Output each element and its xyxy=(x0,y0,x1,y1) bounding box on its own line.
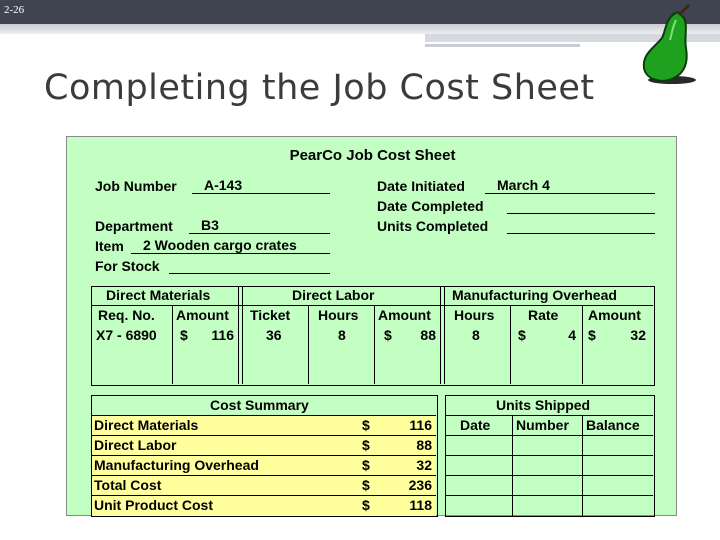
summary-row-rule xyxy=(92,475,436,476)
summary-currency: $ xyxy=(362,497,370,513)
column-divider xyxy=(374,305,375,384)
shipped-row-rule xyxy=(446,435,653,436)
for-stock-label: For Stock xyxy=(95,258,160,274)
date-completed-label: Date Completed xyxy=(377,198,484,214)
summary-currency: $ xyxy=(362,457,370,473)
col-shipped-date: Date xyxy=(460,417,491,433)
summary-value-unit-cost: 118 xyxy=(409,497,432,513)
date-initiated-field: March 4 xyxy=(485,178,655,194)
summary-label-direct-materials: Direct Materials xyxy=(94,417,199,433)
slide-title: Completing the Job Cost Sheet xyxy=(44,68,595,108)
overhead-header: Manufacturing Overhead xyxy=(452,287,617,303)
column-divider xyxy=(582,305,583,384)
dl-amount: 88 xyxy=(420,327,436,343)
col-shipped-balance: Balance xyxy=(586,417,640,433)
shipped-row-rule xyxy=(446,475,653,476)
col-dl-hours: Hours xyxy=(318,307,359,323)
section-divider xyxy=(440,287,441,384)
oh-hours: 8 xyxy=(472,327,480,343)
oh-amount: 32 xyxy=(630,327,646,343)
summary-value-total-cost: 236 xyxy=(408,477,432,493)
header-stripe xyxy=(0,24,720,34)
column-divider xyxy=(510,305,511,384)
col-shipped-number: Number xyxy=(516,417,569,433)
summary-label-overhead: Manufacturing Overhead xyxy=(94,457,259,473)
sheet-title: PearCo Job Cost Sheet xyxy=(289,147,456,164)
for-stock-field xyxy=(169,258,330,274)
oh-rate: 4 xyxy=(568,327,576,343)
top-bar xyxy=(0,0,720,24)
summary-label-total-cost: Total Cost xyxy=(94,477,162,493)
col-dl-amount: Amount xyxy=(378,307,431,323)
item-field: 2 Wooden cargo crates xyxy=(131,238,330,254)
job-number-label: Job Number xyxy=(95,178,177,194)
section-divider xyxy=(444,287,445,384)
cost-summary-table xyxy=(91,395,438,517)
summary-label-unit-cost: Unit Product Cost xyxy=(94,497,213,513)
section-divider xyxy=(242,287,243,384)
cost-summary-header: Cost Summary xyxy=(210,397,309,413)
slide-number: 2-26 xyxy=(4,4,25,16)
dl-currency: $ xyxy=(384,327,392,343)
units-completed-label: Units Completed xyxy=(377,218,489,234)
dl-hours: 8 xyxy=(338,327,346,343)
job-cost-sheet xyxy=(66,136,677,516)
item-label: Item xyxy=(95,238,124,254)
summary-row-rule xyxy=(92,435,436,436)
summary-row-rule xyxy=(92,455,436,456)
summary-value-overhead: 32 xyxy=(416,457,432,473)
col-oh-hours: Hours xyxy=(454,307,495,323)
date-completed-field xyxy=(507,198,655,214)
job-number-field: A-143 xyxy=(192,178,330,194)
dm-currency: $ xyxy=(180,327,188,343)
column-divider xyxy=(172,305,173,384)
col-ticket: Ticket xyxy=(250,307,291,323)
summary-value-direct-labor: 88 xyxy=(416,437,432,453)
shipped-row-rule xyxy=(446,455,653,456)
summary-currency: $ xyxy=(362,417,370,433)
col-dm-amount: Amount xyxy=(176,307,229,323)
cost-table xyxy=(91,286,655,386)
shipped-header-rule xyxy=(446,415,653,416)
oh-currency: $ xyxy=(588,327,596,343)
pear-logo-icon xyxy=(636,4,700,86)
shipped-column-divider xyxy=(582,415,583,516)
department-field: B3 xyxy=(189,218,330,234)
shipped-column-divider xyxy=(512,415,513,516)
dm-amount: 116 xyxy=(211,327,234,343)
summary-currency: $ xyxy=(362,477,370,493)
section-divider xyxy=(238,287,239,384)
oh-rate-currency: $ xyxy=(518,327,526,343)
dm-req-no: X7 - 6890 xyxy=(96,327,157,343)
units-shipped-table xyxy=(445,395,655,517)
date-initiated-label: Date Initiated xyxy=(377,178,465,194)
col-oh-rate: Rate xyxy=(528,307,559,323)
department-label: Department xyxy=(95,218,173,234)
col-req-no: Req. No. xyxy=(98,307,155,323)
column-divider xyxy=(308,305,309,384)
units-shipped-header: Units Shipped xyxy=(496,397,591,413)
summary-label-direct-labor: Direct Labor xyxy=(94,437,177,453)
header-stripe-thin xyxy=(425,44,580,47)
shipped-row-rule xyxy=(446,495,653,496)
direct-materials-header: Direct Materials xyxy=(106,287,211,303)
units-completed-field xyxy=(507,218,655,234)
direct-labor-header: Direct Labor xyxy=(292,287,375,303)
summary-currency: $ xyxy=(362,437,370,453)
section-header-rule xyxy=(92,305,653,306)
summary-row-rule xyxy=(92,495,436,496)
col-oh-amount: Amount xyxy=(588,307,641,323)
summary-value-direct-materials: 116 xyxy=(409,417,432,433)
dl-ticket: 36 xyxy=(266,327,282,343)
